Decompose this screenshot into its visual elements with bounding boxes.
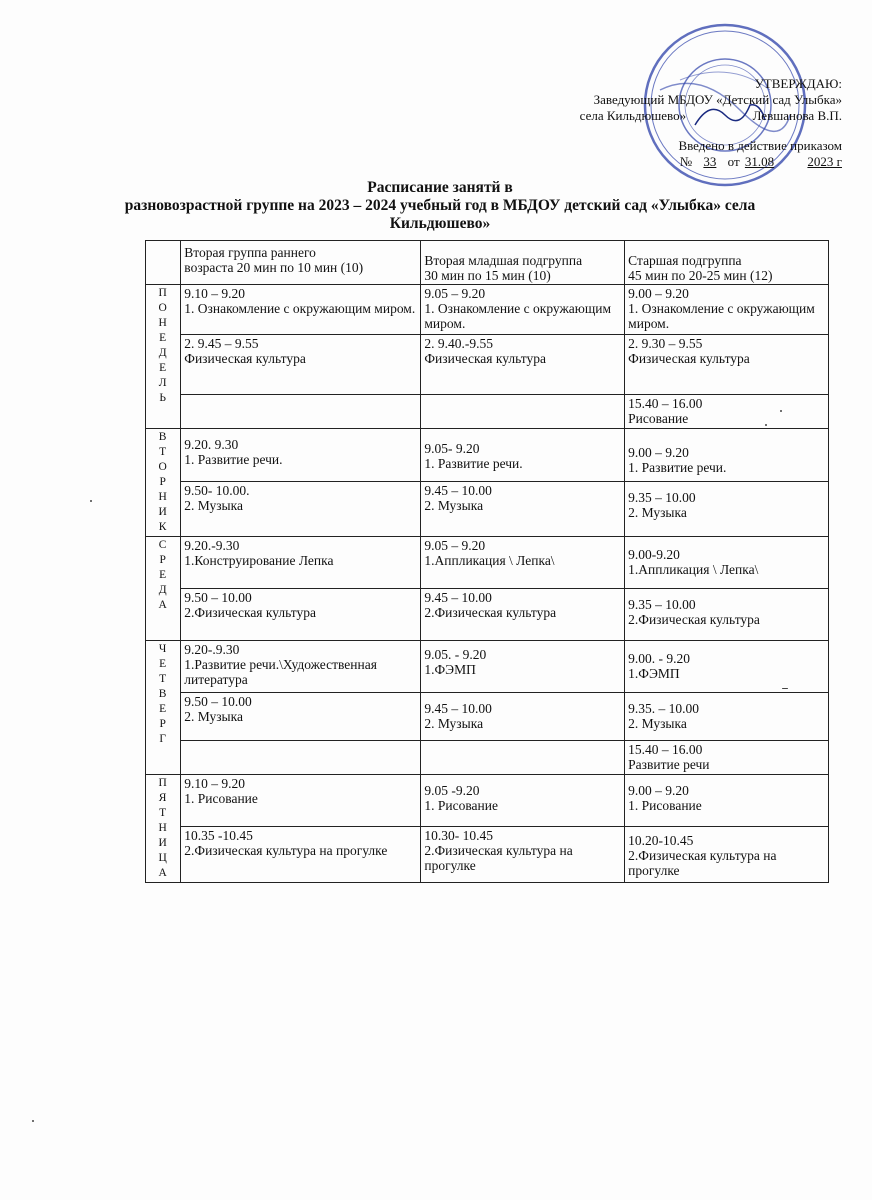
approval-signature-line: [560, 108, 842, 124]
lesson-activity: 2. Музыка: [628, 716, 687, 731]
table-row: [146, 395, 829, 429]
day-letter: П: [158, 777, 167, 789]
day-letter: Т: [159, 807, 167, 819]
table-row: [146, 693, 829, 741]
day-letter: Р: [159, 554, 166, 566]
header-1-line2: возраста 20 мин по 10 мин (10): [184, 260, 364, 275]
lesson-time: 9.00 – 9.20: [628, 445, 689, 460]
day-letter: Ч: [158, 643, 167, 655]
lesson-activity: Физическая культура: [424, 351, 546, 366]
header-group-3: [625, 241, 829, 285]
lesson-time: 9.45 – 10.00: [424, 701, 492, 716]
approval-order: Введено в действие приказом: [678, 138, 842, 153]
lesson-cell: [421, 537, 625, 589]
lesson-cell: [181, 537, 421, 589]
lesson-time: 9.10 – 9.20: [184, 776, 246, 791]
lesson-cell: [625, 693, 829, 741]
scan-speck: [90, 500, 92, 502]
day-letter: Е: [159, 569, 167, 581]
lesson-cell: [625, 481, 829, 536]
day-friday-text: [149, 776, 176, 881]
lesson-time: 9.50 – 10.00: [184, 590, 252, 605]
day-letter: В: [158, 431, 167, 443]
lesson-activity: 1. Рисование: [184, 791, 258, 806]
lesson-time: 10.30- 10.45: [424, 828, 494, 843]
lesson-cell: [421, 827, 625, 883]
day-letter: Е: [159, 362, 167, 374]
lesson-time: 9.00. - 9.20: [628, 651, 691, 666]
lesson-time: 2. 9.30 – 9.55: [628, 336, 703, 351]
lesson-activity: 1.Аппликация \ Лепка\: [424, 553, 555, 568]
day-letter: В: [158, 688, 167, 700]
table-row: [146, 641, 829, 693]
day-letter: И: [158, 506, 167, 518]
header-row: [146, 241, 829, 285]
lesson-cell: [421, 775, 625, 827]
lesson-cell: [181, 775, 421, 827]
lesson-activity: 2.Физическая культура: [628, 612, 760, 627]
lesson-activity: Физическая культура: [628, 351, 750, 366]
lesson-cell: [421, 641, 625, 693]
lesson-cell: [625, 395, 829, 429]
header-group-1: [181, 241, 421, 285]
lesson-time: 2. 9.45 – 9.55: [184, 336, 259, 351]
day-letter: Е: [159, 658, 167, 670]
day-letter: С: [158, 539, 167, 551]
lesson-time: 9.05 – 9.20: [424, 286, 486, 301]
scan-speck: [32, 1120, 34, 1122]
lesson-time: 2. 9.40.-9.55: [424, 336, 494, 351]
title-line-2: разновозрастной группе на 2023 – 2024 учебный год в МБДОУ детский сад «Улыбка» села Кильдюшево»: [124, 197, 756, 232]
day-letter: Т: [159, 446, 167, 458]
lesson-cell: [181, 285, 421, 335]
day-letter: Ц: [158, 852, 167, 864]
day-letter: А: [158, 867, 167, 879]
lesson-time: 9.35 – 10.00: [628, 489, 696, 505]
lesson-activity: 2.Физическая культура: [184, 605, 317, 620]
day-letter: Н: [158, 317, 167, 329]
table-row: [146, 827, 829, 883]
lesson-activity: 1. Развитие речи.: [628, 460, 727, 475]
schedule-table: [145, 240, 829, 883]
lesson-activity: 2.Физическая культура: [424, 605, 557, 620]
day-letter: И: [158, 837, 167, 849]
table-row: [146, 285, 829, 335]
lesson-activity: 1. Развитие речи.: [424, 456, 523, 471]
day-letter: К: [158, 521, 167, 533]
lesson-time: 9.45 – 10.00: [424, 482, 492, 498]
approval-heading: УТВЕРЖДАЮ:: [754, 76, 842, 91]
day-letter: О: [158, 461, 167, 473]
table-row: [146, 589, 829, 641]
empty-cell: [181, 395, 421, 429]
lesson-cell: [421, 429, 625, 482]
day-letter: Ь: [159, 392, 166, 404]
day-letter: Н: [158, 822, 167, 834]
lesson-cell: [421, 335, 625, 395]
lesson-activity: 1. Развитие речи.: [184, 452, 283, 467]
day-letter: Е: [159, 703, 167, 715]
lesson-time: 9.00-9.20: [628, 547, 680, 562]
day-letter: А: [158, 599, 167, 611]
lesson-cell: [625, 741, 829, 775]
lesson-cell: [421, 481, 625, 536]
lesson-activity: 1.ФЭМП: [424, 662, 476, 677]
lesson-time: 10.35 -10.45: [184, 828, 253, 843]
corner-cell: [146, 241, 181, 285]
lesson-activity: Физическая культура: [184, 351, 306, 366]
day-thursday-text: [149, 642, 176, 747]
header-group-2: [421, 241, 625, 285]
day-letter: О: [158, 302, 167, 314]
lesson-time: 9.05 – 9.20: [424, 538, 486, 553]
lesson-activity: 2. Музыка: [424, 716, 484, 731]
lesson-activity: 2.Физическая культура на прогулке: [184, 843, 388, 858]
lesson-activity: 2. Музыка: [424, 497, 484, 513]
order-number: 33: [703, 154, 717, 169]
lesson-activity: 2.Физическая культура на прогулке: [628, 848, 777, 878]
header-3-line2: 45 мин по 20-25 мин (12): [628, 268, 773, 283]
lesson-time: 9.00 – 9.20: [628, 286, 689, 301]
header-2-line2: 30 мин по 15 мин (10): [424, 268, 551, 283]
day-letter: Р: [159, 718, 166, 730]
lesson-time: 9.05 -9.20: [424, 783, 480, 798]
lesson-cell: [625, 429, 829, 482]
lesson-time: 15.40 – 16.00: [628, 742, 703, 757]
lesson-time: 9.35. – 10.00: [628, 701, 700, 716]
lesson-cell: [181, 827, 421, 883]
lesson-time: 15.40 – 16.00: [628, 396, 703, 411]
day-letter: Г: [159, 733, 166, 745]
lesson-cell: [625, 827, 829, 883]
approval-position: Заведующий МБДОУ «Детский сад Улыбка»: [593, 92, 842, 107]
lesson-time: 9.45 – 10.00: [424, 590, 492, 605]
title-line-1: Расписание занятй в: [367, 179, 513, 196]
table-row: [146, 775, 829, 827]
lesson-cell: [181, 693, 421, 741]
lesson-activity: 1.Развитие речи.\Художественная литература: [184, 657, 377, 687]
table-row: [146, 335, 829, 395]
day-letter: Е: [159, 332, 167, 344]
lesson-activity: Рисование: [628, 411, 689, 426]
lesson-cell: [625, 537, 829, 589]
lesson-cell: [625, 775, 829, 827]
lesson-activity: 1. Ознакомление с окружающим миром.: [184, 301, 416, 316]
lesson-cell: [181, 589, 421, 641]
day-letter: Д: [158, 347, 167, 359]
empty-cell: [421, 395, 625, 429]
lesson-activity: Развитие речи: [628, 757, 710, 772]
order-from: от: [727, 154, 740, 169]
table-row: [146, 741, 829, 775]
day-label-friday: [146, 775, 181, 883]
day-label-tuesday: [146, 429, 181, 537]
day-monday-text: [149, 286, 176, 406]
lesson-cell: [625, 641, 829, 693]
header-2-line1: Вторая младшая подгруппа: [424, 253, 583, 268]
lesson-cell: [421, 285, 625, 335]
table-row: [146, 481, 829, 536]
table-row: [146, 537, 829, 589]
lesson-time: 9.05. - 9.20: [424, 647, 487, 662]
lesson-time: 9.50 – 10.00: [184, 694, 252, 709]
document-title: [60, 179, 820, 233]
lesson-time: 9.20-.9.30: [184, 642, 240, 657]
day-label-thursday: [146, 641, 181, 775]
lesson-time: 9.35 – 10.00: [628, 597, 696, 612]
day-letter: Д: [158, 584, 167, 596]
lesson-activity: 1.ФЭМП: [628, 666, 680, 681]
lesson-activity: 1. Рисование: [424, 798, 498, 813]
lesson-cell: [421, 589, 625, 641]
lesson-activity: 1. Рисование: [628, 798, 702, 813]
day-letter: П: [158, 287, 167, 299]
day-tuesday-text: [149, 430, 176, 535]
lesson-cell: [625, 335, 829, 395]
lesson-cell: [181, 429, 421, 482]
lesson-cell: [625, 589, 829, 641]
lesson-activity: 1.Аппликация \ Лепка\: [628, 562, 759, 577]
lesson-cell: [421, 693, 625, 741]
order-year: 2023 г: [807, 154, 842, 169]
day-label-wednesday: [146, 537, 181, 641]
lesson-activity: 2. Музыка: [628, 504, 687, 520]
lesson-time: 9.10 – 9.20: [184, 286, 246, 301]
day-letter: Т: [159, 673, 167, 685]
lesson-cell: [625, 285, 829, 335]
day-label-monday: [146, 285, 181, 429]
empty-cell: [421, 741, 625, 775]
empty-cell: [181, 741, 421, 775]
lesson-time: 9.05- 9.20: [424, 441, 480, 456]
header-3-line1: Старшая подгруппа: [628, 253, 742, 268]
lesson-cell: [181, 335, 421, 395]
lesson-activity: 1. Ознакомление с окружающим миром.: [424, 301, 612, 331]
approval-order-details: [560, 154, 842, 170]
lesson-activity: 1.Конструирование Лепка: [184, 553, 334, 568]
scan-speck: [780, 410, 782, 412]
table-row: [146, 429, 829, 482]
lesson-time: 9.00 – 9.20: [628, 783, 689, 798]
order-no-label: №: [679, 154, 693, 169]
scan-speck: [765, 424, 767, 426]
order-date: 31.08: [744, 154, 775, 169]
lesson-cell: [181, 641, 421, 693]
lesson-time: 9.20. 9.30: [184, 437, 239, 452]
day-letter: Я: [158, 792, 167, 804]
day-wednesday-text: [149, 538, 176, 613]
approval-block: [560, 76, 842, 170]
day-letter: Р: [159, 476, 166, 488]
lesson-activity: 1. Ознакомление с окружающим миром.: [628, 301, 815, 331]
lesson-activity: 2. Музыка: [184, 709, 243, 724]
scan-speck: [782, 688, 788, 689]
day-letter: Л: [158, 377, 167, 389]
lesson-time: 9.20.-9.30: [184, 538, 240, 553]
header-1-line1: Вторая группа раннего: [184, 245, 316, 260]
lesson-time: 9.50- 10.00.: [184, 482, 250, 498]
lesson-activity: 2. Музыка: [184, 497, 243, 513]
lesson-cell: [181, 481, 421, 536]
approval-village: села Кильдюшево»: [579, 108, 687, 123]
lesson-time: 10.20-10.45: [628, 833, 694, 848]
day-letter: Н: [158, 491, 167, 503]
lesson-activity: 2.Физическая культура на прогулке: [424, 843, 573, 873]
approval-signer: Левшанова В.П.: [752, 108, 842, 123]
